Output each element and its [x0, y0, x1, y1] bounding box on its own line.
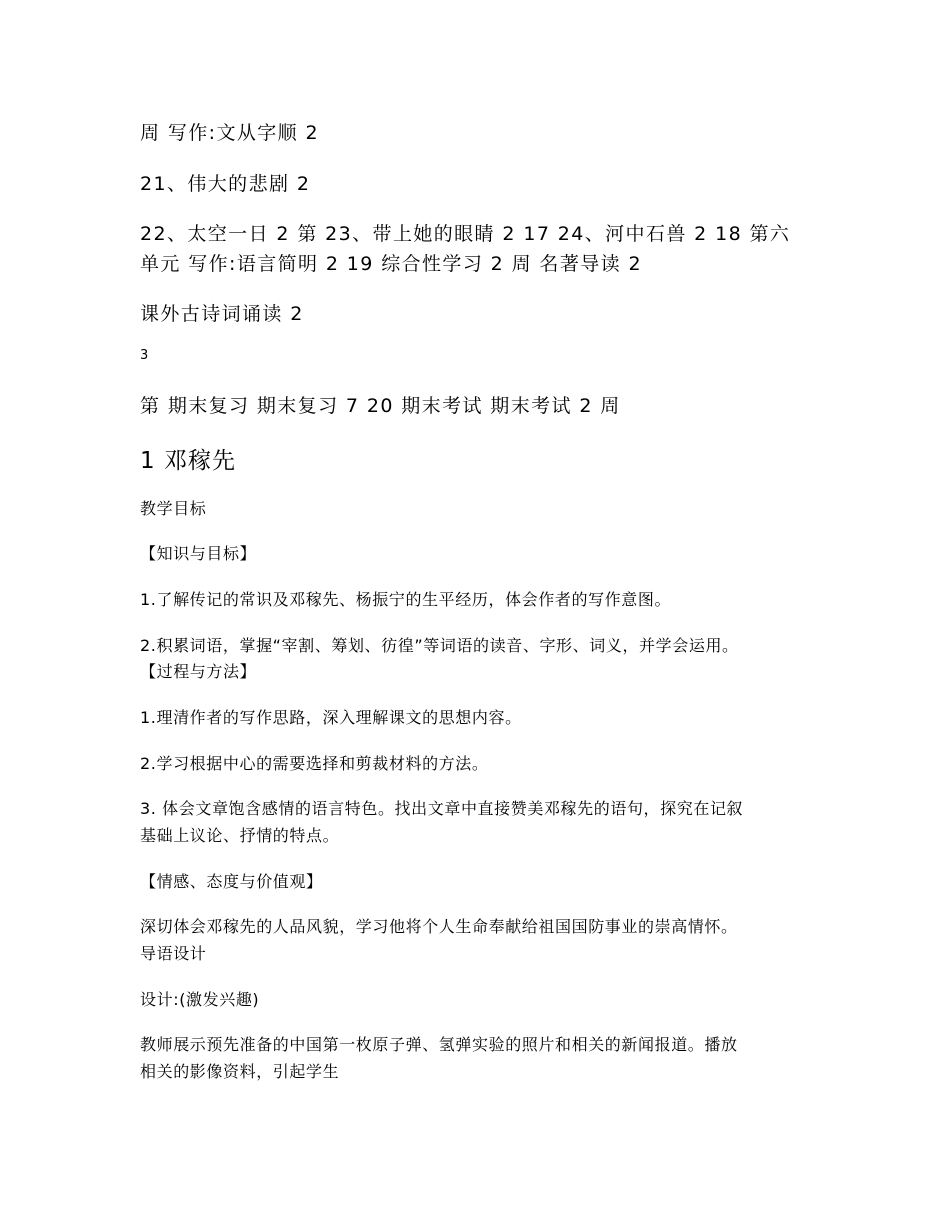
process-item-3-line-1: 3. 体会文章饱含感情的语言特色。找出文章中直接赞美邓稼先的语句，探究在记叙 — [140, 799, 744, 818]
process-item-2: 2.学习根据中心的需要选择和剪裁材料的方法。 — [140, 754, 489, 773]
process-heading: 【过程与方法】 — [140, 662, 257, 681]
knowledge-item-1: 1.了解传记的常识及邓稼先、杨振宁的生平经历，体会作者的写作意图。 — [140, 590, 672, 609]
schedule-line-4: 单元 写作:语言简明 2 19 综合性学习 2 周 名著导读 2 — [140, 253, 642, 275]
intro-design-label: 导语设计 — [140, 944, 207, 963]
emotion-heading: 【情感、态度与价值观】 — [140, 872, 323, 891]
page-number: 3 — [140, 348, 149, 363]
schedule-line-2: 21、伟大的悲剧 2 — [140, 173, 311, 195]
schedule-line-1: 周 写作:文从字顺 2 — [140, 122, 319, 144]
process-item-1: 1.理清作者的写作思路，深入理解课文的思想内容。 — [140, 708, 522, 727]
knowledge-heading: 【知识与目标】 — [140, 544, 257, 563]
knowledge-item-2: 2.积累词语，掌握“宰割、筹划、彷徨”等词语的读音、字形、词义，并学会运用。 — [140, 636, 739, 655]
schedule-line-5: 课外古诗词诵读 2 — [140, 303, 304, 325]
lesson-title: 1 邓稼先 — [140, 448, 236, 474]
process-item-3-line-2: 基础上议论、抒情的特点。 — [140, 826, 340, 845]
emotion-item-1: 深切体会邓稼先的人品风貌，学习他将个人生命奉献给祖国国防事业的崇高情怀。 — [140, 917, 738, 936]
design-text-line-2: 相关的影像资料，引起学生 — [140, 1062, 340, 1081]
objectives-label: 教学目标 — [140, 499, 207, 518]
design-label: 设计:(激发兴趣) — [140, 990, 260, 1009]
design-text-line-1: 教师展示预先准备的中国第一枚原子弹、氢弹实验的照片和相关的新闻报道。播放 — [140, 1035, 738, 1054]
schedule-line-7: 第 期末复习 期末复习 7 20 期末考试 期末考试 2 周 — [140, 395, 621, 417]
schedule-line-3: 22、太空一日 2 第 23、带上她的眼睛 2 17 24、河中石兽 2 18 第六 — [140, 223, 791, 245]
